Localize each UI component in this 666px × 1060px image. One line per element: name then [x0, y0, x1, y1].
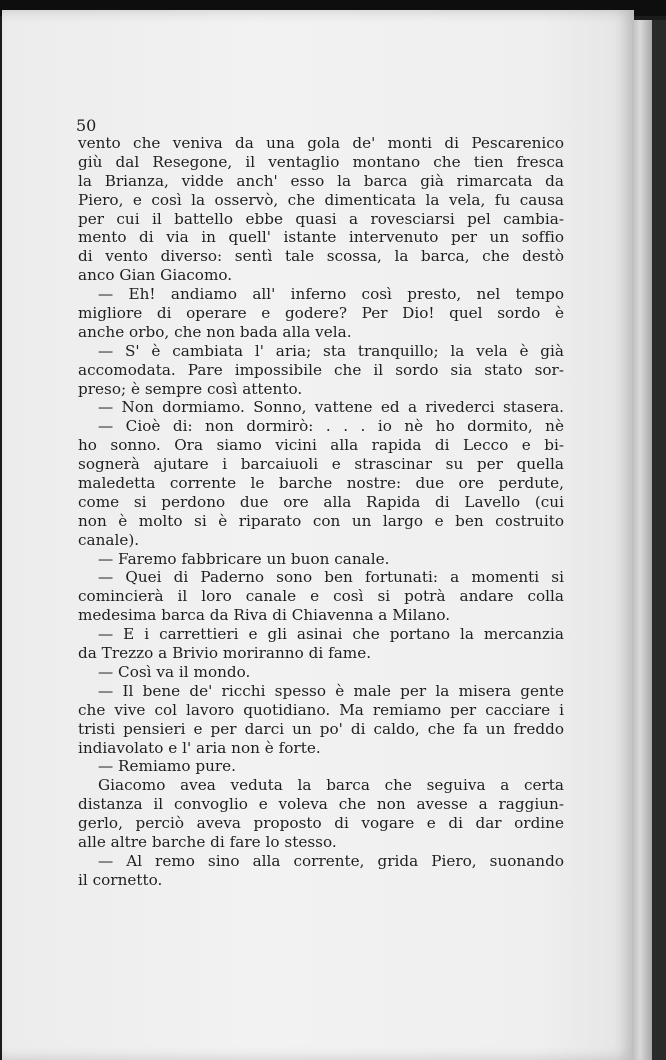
- text-line: — Cioè di: non dormirò: . . . io nè ho dormito, nè: [98, 417, 564, 436]
- text-line: che vive col lavoro quotidiano. Ma remiamo per cacciare i: [78, 700, 564, 719]
- text-line: — E i carrettieri e gli asinai che portano la mercanzia: [98, 625, 564, 644]
- text-line: medesima barca da Riva di Chiavenna a Milano.: [78, 606, 451, 625]
- text-line: per cui il battello ebbe quasi a rovesciarsi pel cambia-: [78, 209, 564, 228]
- text-line: — Così va il mondo.: [98, 662, 251, 681]
- text-line: preso; è sempre così attento.: [78, 379, 303, 398]
- text-line: indiavolato e l' aria non è forte.: [78, 738, 321, 757]
- text-line: non è molto si è riparato con un largo e ben costruito: [78, 511, 564, 530]
- text-line: come si perdono due ore alla Rapida di Lavello (cui: [78, 492, 564, 511]
- book-page-edge: [632, 20, 652, 1060]
- text-line: distanza il convoglio e voleva che non avesse a raggiun-: [78, 795, 564, 814]
- text-line: ho sonno. Ora siamo vicini alla rapida di Lecco e bi-: [78, 436, 564, 455]
- text-line: comincierà il loro canale e così si potrà andare colla: [78, 587, 564, 606]
- text-line: da Trezzo a Brivio moriranno di fame.: [78, 644, 372, 663]
- text-line: giù dal Resegone, il ventaglio montano che tien fresca: [78, 152, 564, 171]
- page-number: 50: [76, 116, 97, 135]
- text-line: Giacomo avea veduta la barca che seguiva a certa: [98, 776, 564, 795]
- text-line: canale).: [78, 530, 140, 549]
- text-line: — Quei di Paderno sono ben fortunati: a momenti si: [98, 568, 564, 587]
- text-line: — Al remo sino alla corrente, grida Piero, suonando: [98, 851, 564, 870]
- text-line: vento che veniva da una gola de' monti di Pescarenico: [78, 134, 564, 152]
- text-line: — S' è cambiata l' aria; sta tranquillo; la vela è già: [98, 341, 564, 360]
- text-line: di vento diverso: sentì tale scossa, la barca, che destò: [78, 247, 564, 266]
- text-line: — Eh! andiamo all' inferno così presto, nel tempo: [98, 285, 564, 304]
- text-line: migliore di operare e godere? Per Dio! quel sordo è: [78, 304, 564, 323]
- text-line: gerlo, perciò aveva proposto di vogare e di dar ordine: [78, 814, 564, 833]
- text-line: tristi pensieri e per darci un po' di caldo, che fa un freddo: [78, 719, 564, 738]
- text-line: accomodata. Pare impossibile che il sordo sia stato sor-: [78, 360, 564, 379]
- page-text: [78, 134, 564, 890]
- text-line: — Faremo fabbricare un buon canale.: [98, 549, 390, 568]
- text-line: anco Gian Giacomo.: [78, 266, 233, 285]
- text-line: — Il bene de' ricchi spesso è male per la misera gente: [98, 681, 564, 700]
- text-line: maledetta corrente le barche nostre: due ore perdute,: [78, 474, 564, 493]
- text-line: alle altre barche di fare lo stesso.: [78, 832, 337, 851]
- text-line: Piero, e così la osservò, che dimenticata la vela, fu causa: [78, 190, 564, 209]
- text-line: — Non dormiamo. Sonno, vattene ed a rivederci stasera.: [98, 398, 564, 417]
- text-line: mento di via in quell' istante intervenuto per un soffio: [78, 228, 564, 247]
- scan-right-border: [652, 20, 666, 1060]
- text-line: sognerà ajutare i barcaiuoli e strascinar su per quella: [78, 455, 564, 474]
- text-line: la Brianza, vidde anch' esso la barca già rimarcata da: [78, 171, 564, 190]
- text-line: — Remiamo pure.: [98, 757, 237, 776]
- text-line: anche orbo, che non bada alla vela.: [78, 322, 352, 341]
- text-line: il cornetto.: [78, 870, 163, 889]
